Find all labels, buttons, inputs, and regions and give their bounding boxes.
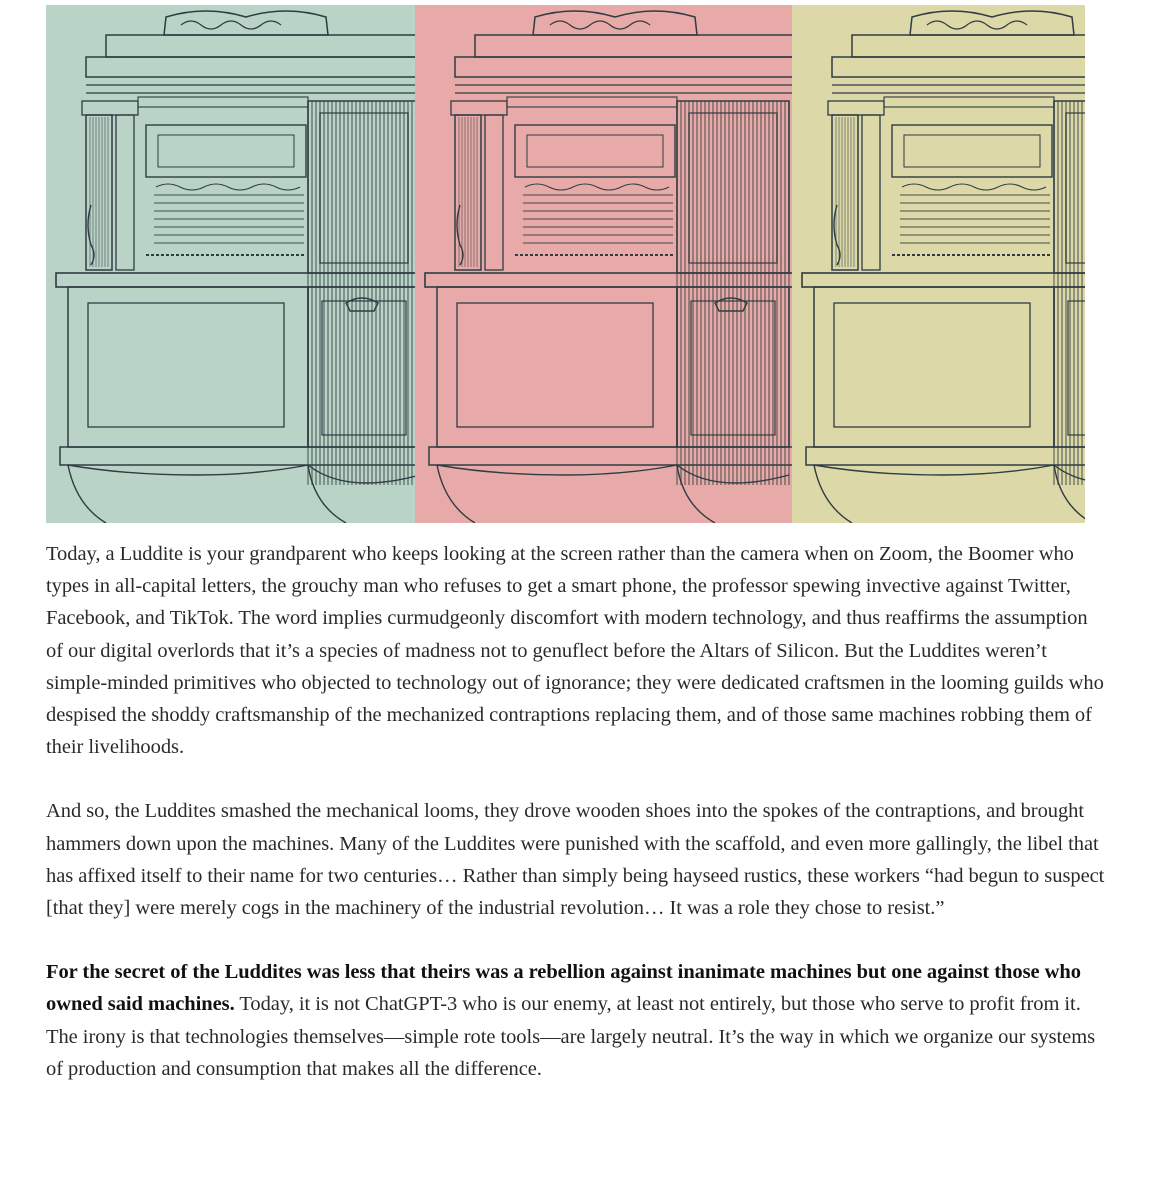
image-panel-green <box>46 5 415 523</box>
image-panel-yellow <box>792 5 1085 523</box>
image-panel-pink <box>415 5 792 523</box>
cabinet-engraving-2 <box>415 5 792 523</box>
paragraph-2: And so, the Luddites smashed the mechanical looms, they drove wooden shoes into the spokes of the contraptions, and brought hammers down upon the machines. Many of the Luddites were punished with the scaffold, and even more gallingly, the libel that has affixed itself to their name for two centuries… Rather than simply being hayseed rustics, these workers “had begun to suspect [that they] were merely cogs in the machinery of the industrial revolution… It was a role they chose to resist.” <box>46 800 1105 920</box>
cabinet-engraving-1 <box>46 5 415 523</box>
paragraph-1: Today, a Luddite is your grandparent who keeps looking at the screen rather than the camera when on Zoom, the Boomer who types in all-capital letters, the grouchy man who refuses to get a smart phone, the professor spewing invective against Twitter, Facebook, and TikTok. The word implies curmudgeonly discomfort with modern technology, and thus reaffirms the assumption of our digital overlords that it’s a species of madness not to genuflect before the Altars of Silicon. But the Luddites weren’t simple-minded primitives who objected to technology out of ignorance; they were dedicated craftsmen in the looming guilds who despised the shoddy craftsmanship of the mechanized contraptions replacing them, and of those same machines robbing them of their livelihoods. <box>46 543 1104 759</box>
paragraph-3-rest: Today, it is not ChatGPT-3 who is our enemy, at least not entirely, but those who serve to profit from it. The irony is that technologies themselves—simple rote tools—are largely neutral. It’s the way in which we organize our systems of production and consumption that makes all the difference. <box>46 993 1096 1080</box>
hero-image <box>46 5 1085 523</box>
cabinet-engraving-3 <box>792 5 1085 523</box>
paragraph-3 <box>46 956 1106 1085</box>
paragraph-3-bold: For the secret of the Luddites was less that theirs was a rebellion against inanimate machines but one against those who owned said machines. <box>46 961 1081 1016</box>
article-body <box>46 538 1106 1085</box>
